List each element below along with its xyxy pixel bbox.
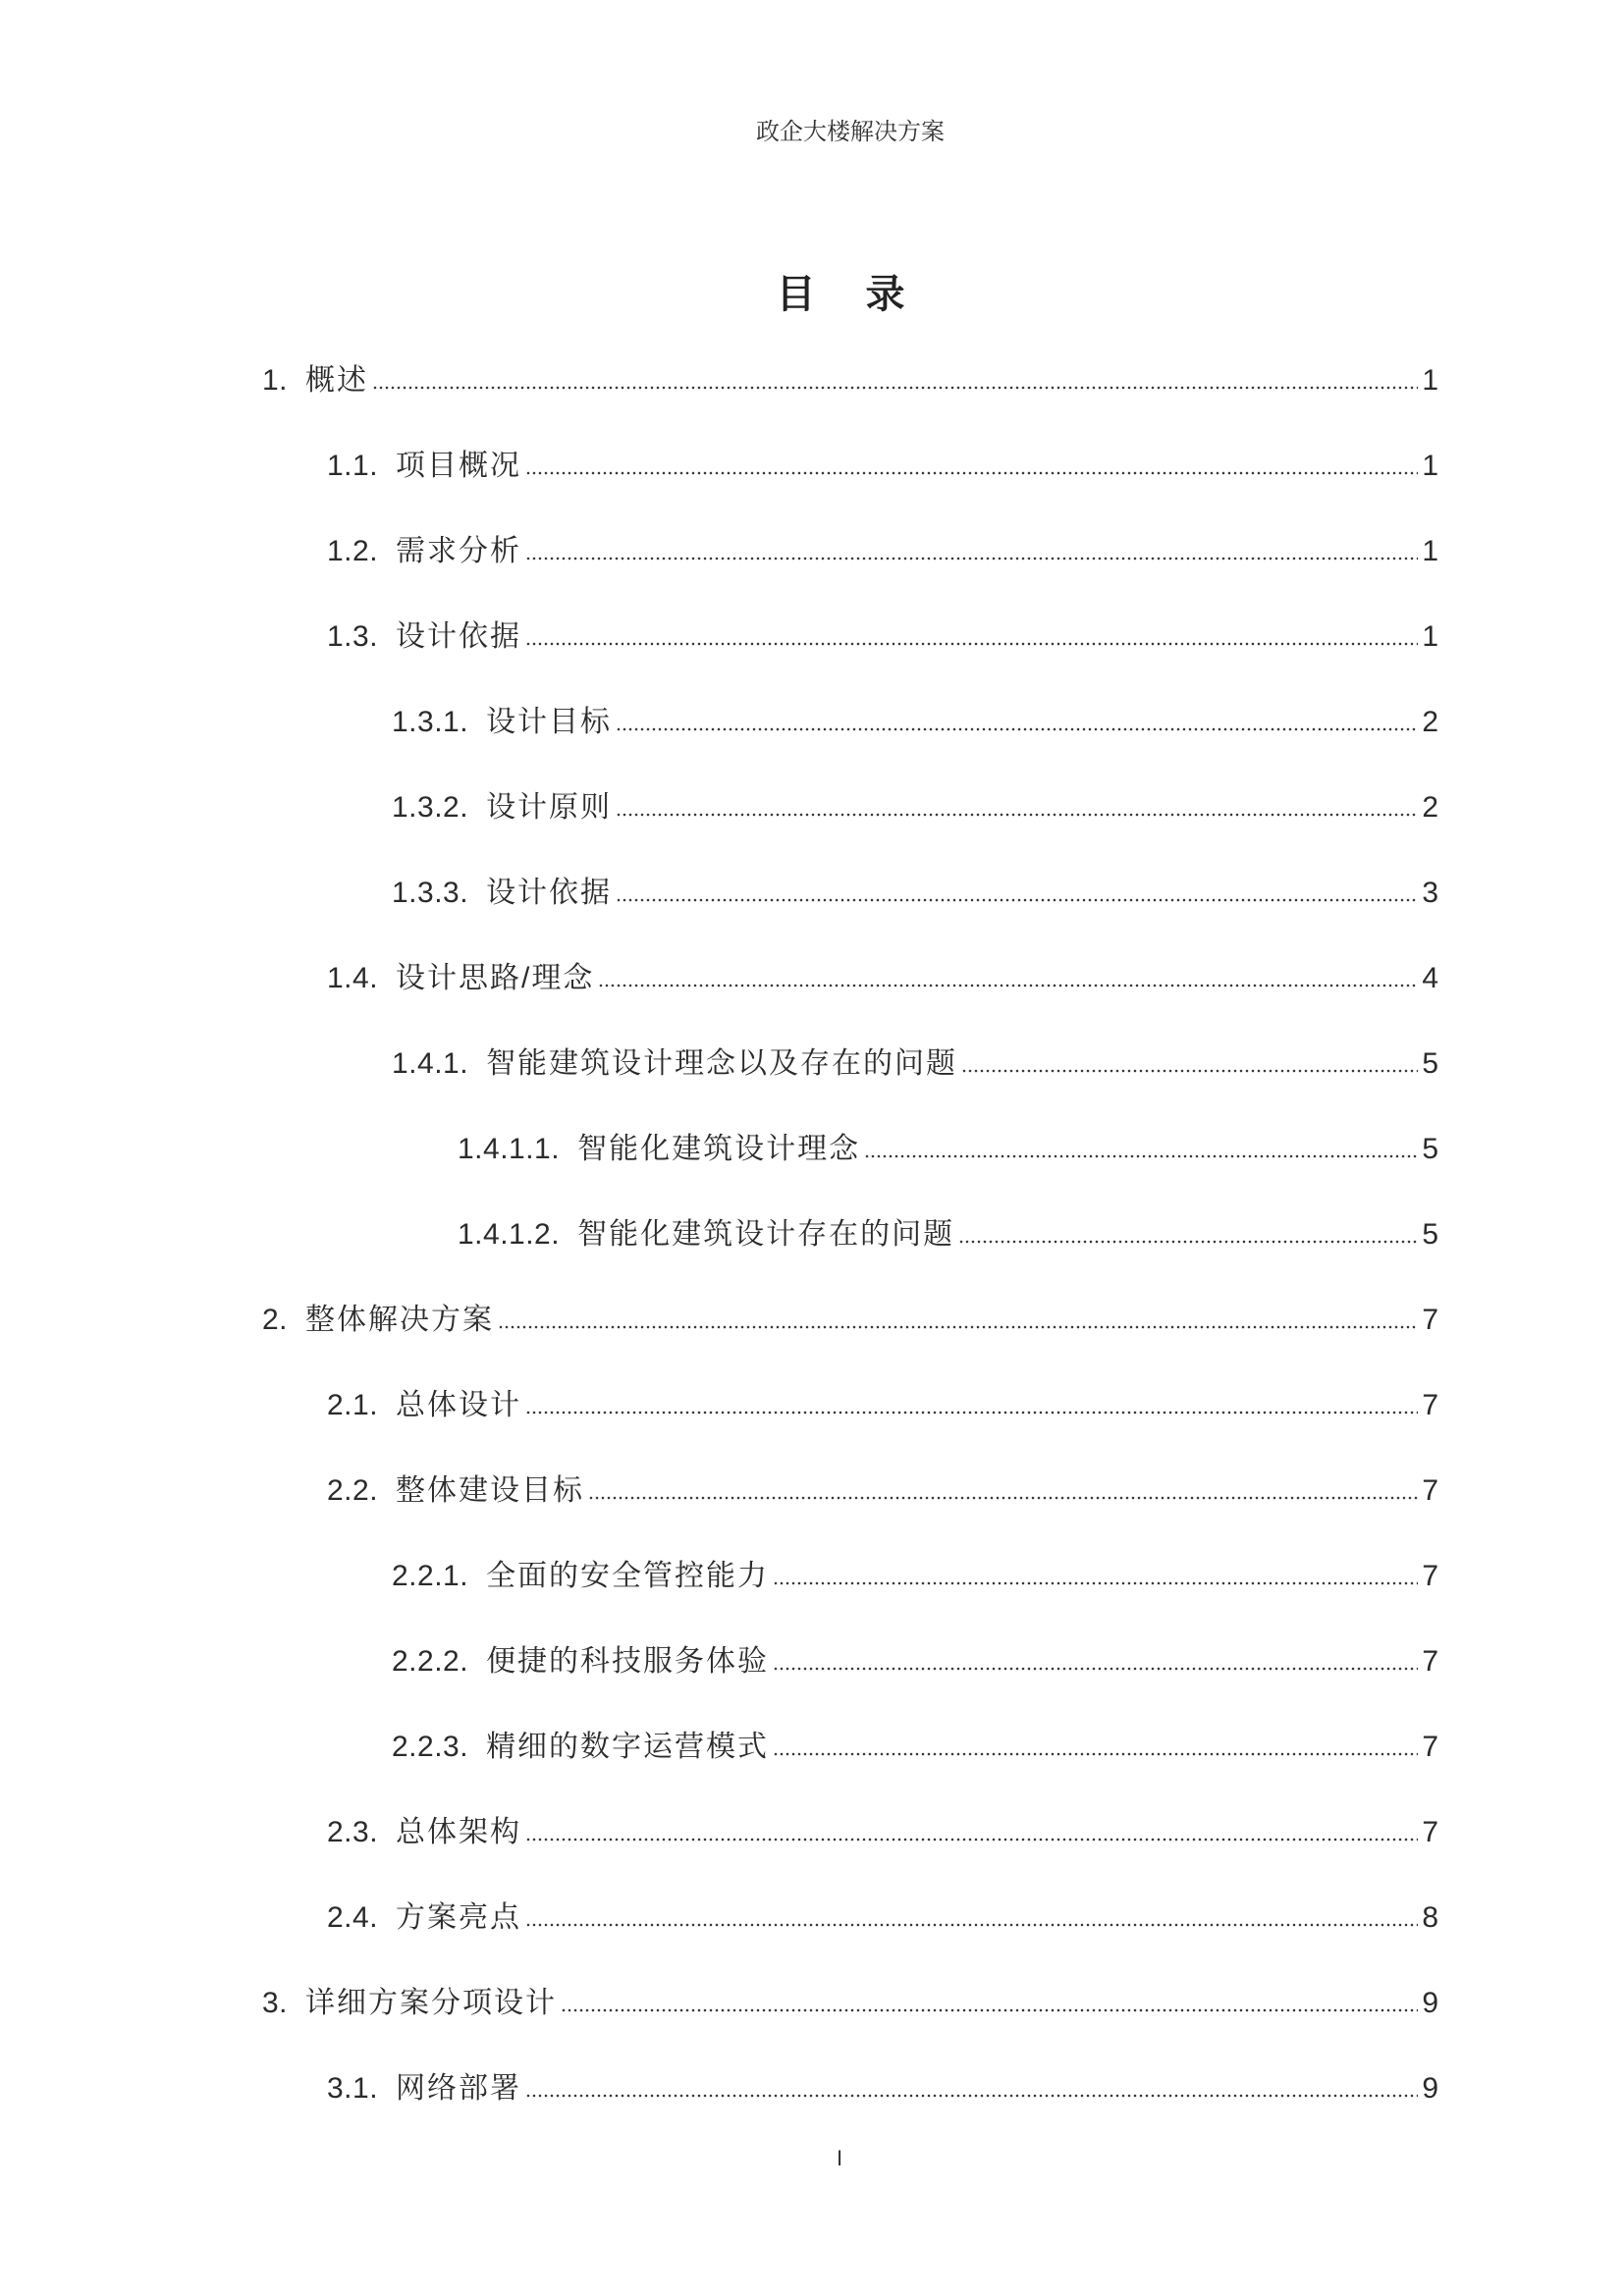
toc-entry-number: 1.4.1. (392, 1047, 469, 1080)
toc-entry-title: 需求分析 (396, 535, 522, 567)
toc-entry-title: 网络部署 (396, 2072, 522, 2105)
toc-entry-number: 1.4.1.2. (458, 1218, 561, 1251)
dot-leader (961, 1069, 1418, 1073)
toc-entry-title: 项目概况 (396, 450, 522, 482)
toc-entry-2-1[interactable] (262, 1362, 1438, 1448)
page-number: I (836, 2146, 843, 2170)
toc-entry-1-4-1[interactable] (262, 1021, 1438, 1106)
toc-entry-page: 7 (1422, 1474, 1438, 1507)
toc-entry-page: 7 (1422, 1731, 1438, 1763)
toc-entry-number: 2.2.1. (392, 1560, 469, 1592)
dot-leader (773, 1581, 1418, 1585)
toc-entry-page: 5 (1422, 1218, 1438, 1251)
toc-entry-2-4[interactable] (262, 1875, 1438, 1960)
toc-entry-2-3[interactable] (262, 1789, 1438, 1875)
toc-entry-1-3-1[interactable] (262, 679, 1438, 765)
toc-entry-title: 智能化建筑设计存在的问题 (577, 1218, 955, 1251)
toc-entry-title: 概述 (305, 364, 369, 397)
toc-entry-page: 7 (1422, 1816, 1438, 1848)
toc-entry-page: 9 (1422, 1987, 1438, 2019)
toc-entry-page: 5 (1422, 1047, 1438, 1080)
toc-entry-1-2[interactable] (262, 508, 1438, 594)
toc-entry-1-3-2[interactable] (262, 765, 1438, 850)
dot-leader (372, 386, 1418, 390)
toc-entry-number: 1.3.3. (392, 877, 469, 909)
dot-leader (525, 642, 1418, 646)
toc-entry-title: 总体设计 (396, 1389, 522, 1421)
dot-leader (958, 1240, 1418, 1244)
toc-entry-2-2-2[interactable] (262, 1619, 1438, 1704)
toc-entry-number: 2. (262, 1304, 289, 1336)
dot-leader (525, 1923, 1418, 1927)
toc-entry-3-1[interactable] (262, 2046, 1438, 2131)
toc-entry-number: 2.3. (327, 1816, 379, 1848)
toc-entry-page: 9 (1422, 2072, 1438, 2105)
toc-entry-page: 7 (1422, 1304, 1438, 1336)
toc-entry-number: 1.2. (327, 535, 379, 567)
toc-entry-page: 7 (1422, 1389, 1438, 1421)
toc-entry-title: 设计依据 (396, 620, 522, 653)
toc-entry-page: 5 (1422, 1133, 1438, 1165)
toc-entry-number: 1. (262, 364, 289, 397)
toc-entry-title: 详细方案分项设计 (305, 1987, 558, 2019)
toc-entry-page: 8 (1422, 1901, 1438, 1934)
toc-heading: 目 录 (776, 273, 925, 316)
toc-entry-2[interactable] (262, 1277, 1438, 1362)
toc-entry-3[interactable] (262, 1960, 1438, 2046)
toc-entry-title: 设计依据 (486, 877, 613, 909)
toc-entry-page: 2 (1422, 706, 1438, 738)
toc-entry-2-2-1[interactable] (262, 1533, 1438, 1619)
toc-entry-number: 2.2. (327, 1474, 379, 1507)
toc-entry-title: 总体架构 (396, 1816, 522, 1848)
toc-entry-1[interactable] (262, 338, 1438, 423)
toc-entry-page: 4 (1422, 962, 1438, 994)
toc-entry-1-3[interactable] (262, 594, 1438, 679)
toc-entry-title: 智能化建筑设计理念 (577, 1133, 861, 1165)
toc-entry-title: 整体建设目标 (396, 1474, 585, 1507)
toc-entry-2-2[interactable] (262, 1448, 1438, 1533)
toc-entry-title: 设计目标 (486, 706, 613, 738)
toc-entry-number: 1.4. (327, 962, 379, 994)
dot-leader (525, 471, 1418, 475)
toc-entry-title: 便捷的科技服务体验 (486, 1645, 770, 1678)
toc-entry-page: 7 (1422, 1560, 1438, 1592)
dot-leader (864, 1154, 1418, 1158)
toc-entry-number: 2.4. (327, 1901, 379, 1934)
toc-entry-1-3-3[interactable] (262, 850, 1438, 935)
toc-entry-number: 3. (262, 1987, 289, 2019)
dot-leader (616, 813, 1418, 817)
dot-leader (598, 984, 1418, 988)
toc-entry-title: 整体解决方案 (305, 1304, 495, 1336)
toc-entry-1-1[interactable] (262, 423, 1438, 508)
toc-entry-title: 设计原则 (486, 791, 613, 824)
dot-leader (525, 1838, 1418, 1842)
toc-entry-title: 精细的数字运营模式 (486, 1731, 770, 1763)
dot-leader (525, 2094, 1418, 2098)
toc-entry-page: 1 (1422, 364, 1438, 397)
toc-entry-page: 3 (1422, 877, 1438, 909)
toc-entry-page: 1 (1422, 620, 1438, 653)
dot-leader (498, 1325, 1418, 1329)
toc-entry-1-4[interactable] (262, 935, 1438, 1021)
toc-entry-2-2-3[interactable] (262, 1704, 1438, 1789)
dot-leader (616, 727, 1418, 731)
toc-entry-number: 1.3.2. (392, 791, 469, 824)
dot-leader (773, 1667, 1418, 1671)
toc-entry-number: 1.3. (327, 620, 379, 653)
running-header: 政企大楼解决方案 (756, 119, 945, 145)
toc-entry-page: 1 (1422, 450, 1438, 482)
toc-entry-number: 1.4.1.1. (458, 1133, 561, 1165)
toc-entry-number: 2.2.2. (392, 1645, 469, 1678)
toc-entry-page: 2 (1422, 791, 1438, 824)
toc-entry-1-4-1-1[interactable] (262, 1106, 1438, 1192)
toc-entry-number: 2.1. (327, 1389, 379, 1421)
toc-entry-page: 1 (1422, 535, 1438, 567)
toc-entry-1-4-1-2[interactable] (262, 1192, 1438, 1277)
toc-entry-page: 7 (1422, 1645, 1438, 1678)
dot-leader (525, 1411, 1418, 1415)
toc-entry-title: 设计思路/理念 (396, 962, 595, 994)
toc-entry-number: 1.3.1. (392, 706, 469, 738)
dot-leader (525, 557, 1418, 561)
toc-entry-title: 全面的安全管控能力 (486, 1560, 770, 1592)
toc-entry-number: 2.2.3. (392, 1731, 469, 1763)
toc-entry-title: 智能建筑设计理念以及存在的问题 (486, 1047, 958, 1080)
table-of-contents (262, 338, 1438, 2131)
toc-entry-number: 3.1. (327, 2072, 379, 2105)
dot-leader (773, 1752, 1418, 1756)
toc-entry-title: 方案亮点 (396, 1901, 522, 1934)
dot-leader (561, 2008, 1418, 2012)
dot-leader (616, 898, 1418, 902)
dot-leader (588, 1496, 1418, 1500)
toc-entry-number: 1.1. (327, 450, 379, 482)
